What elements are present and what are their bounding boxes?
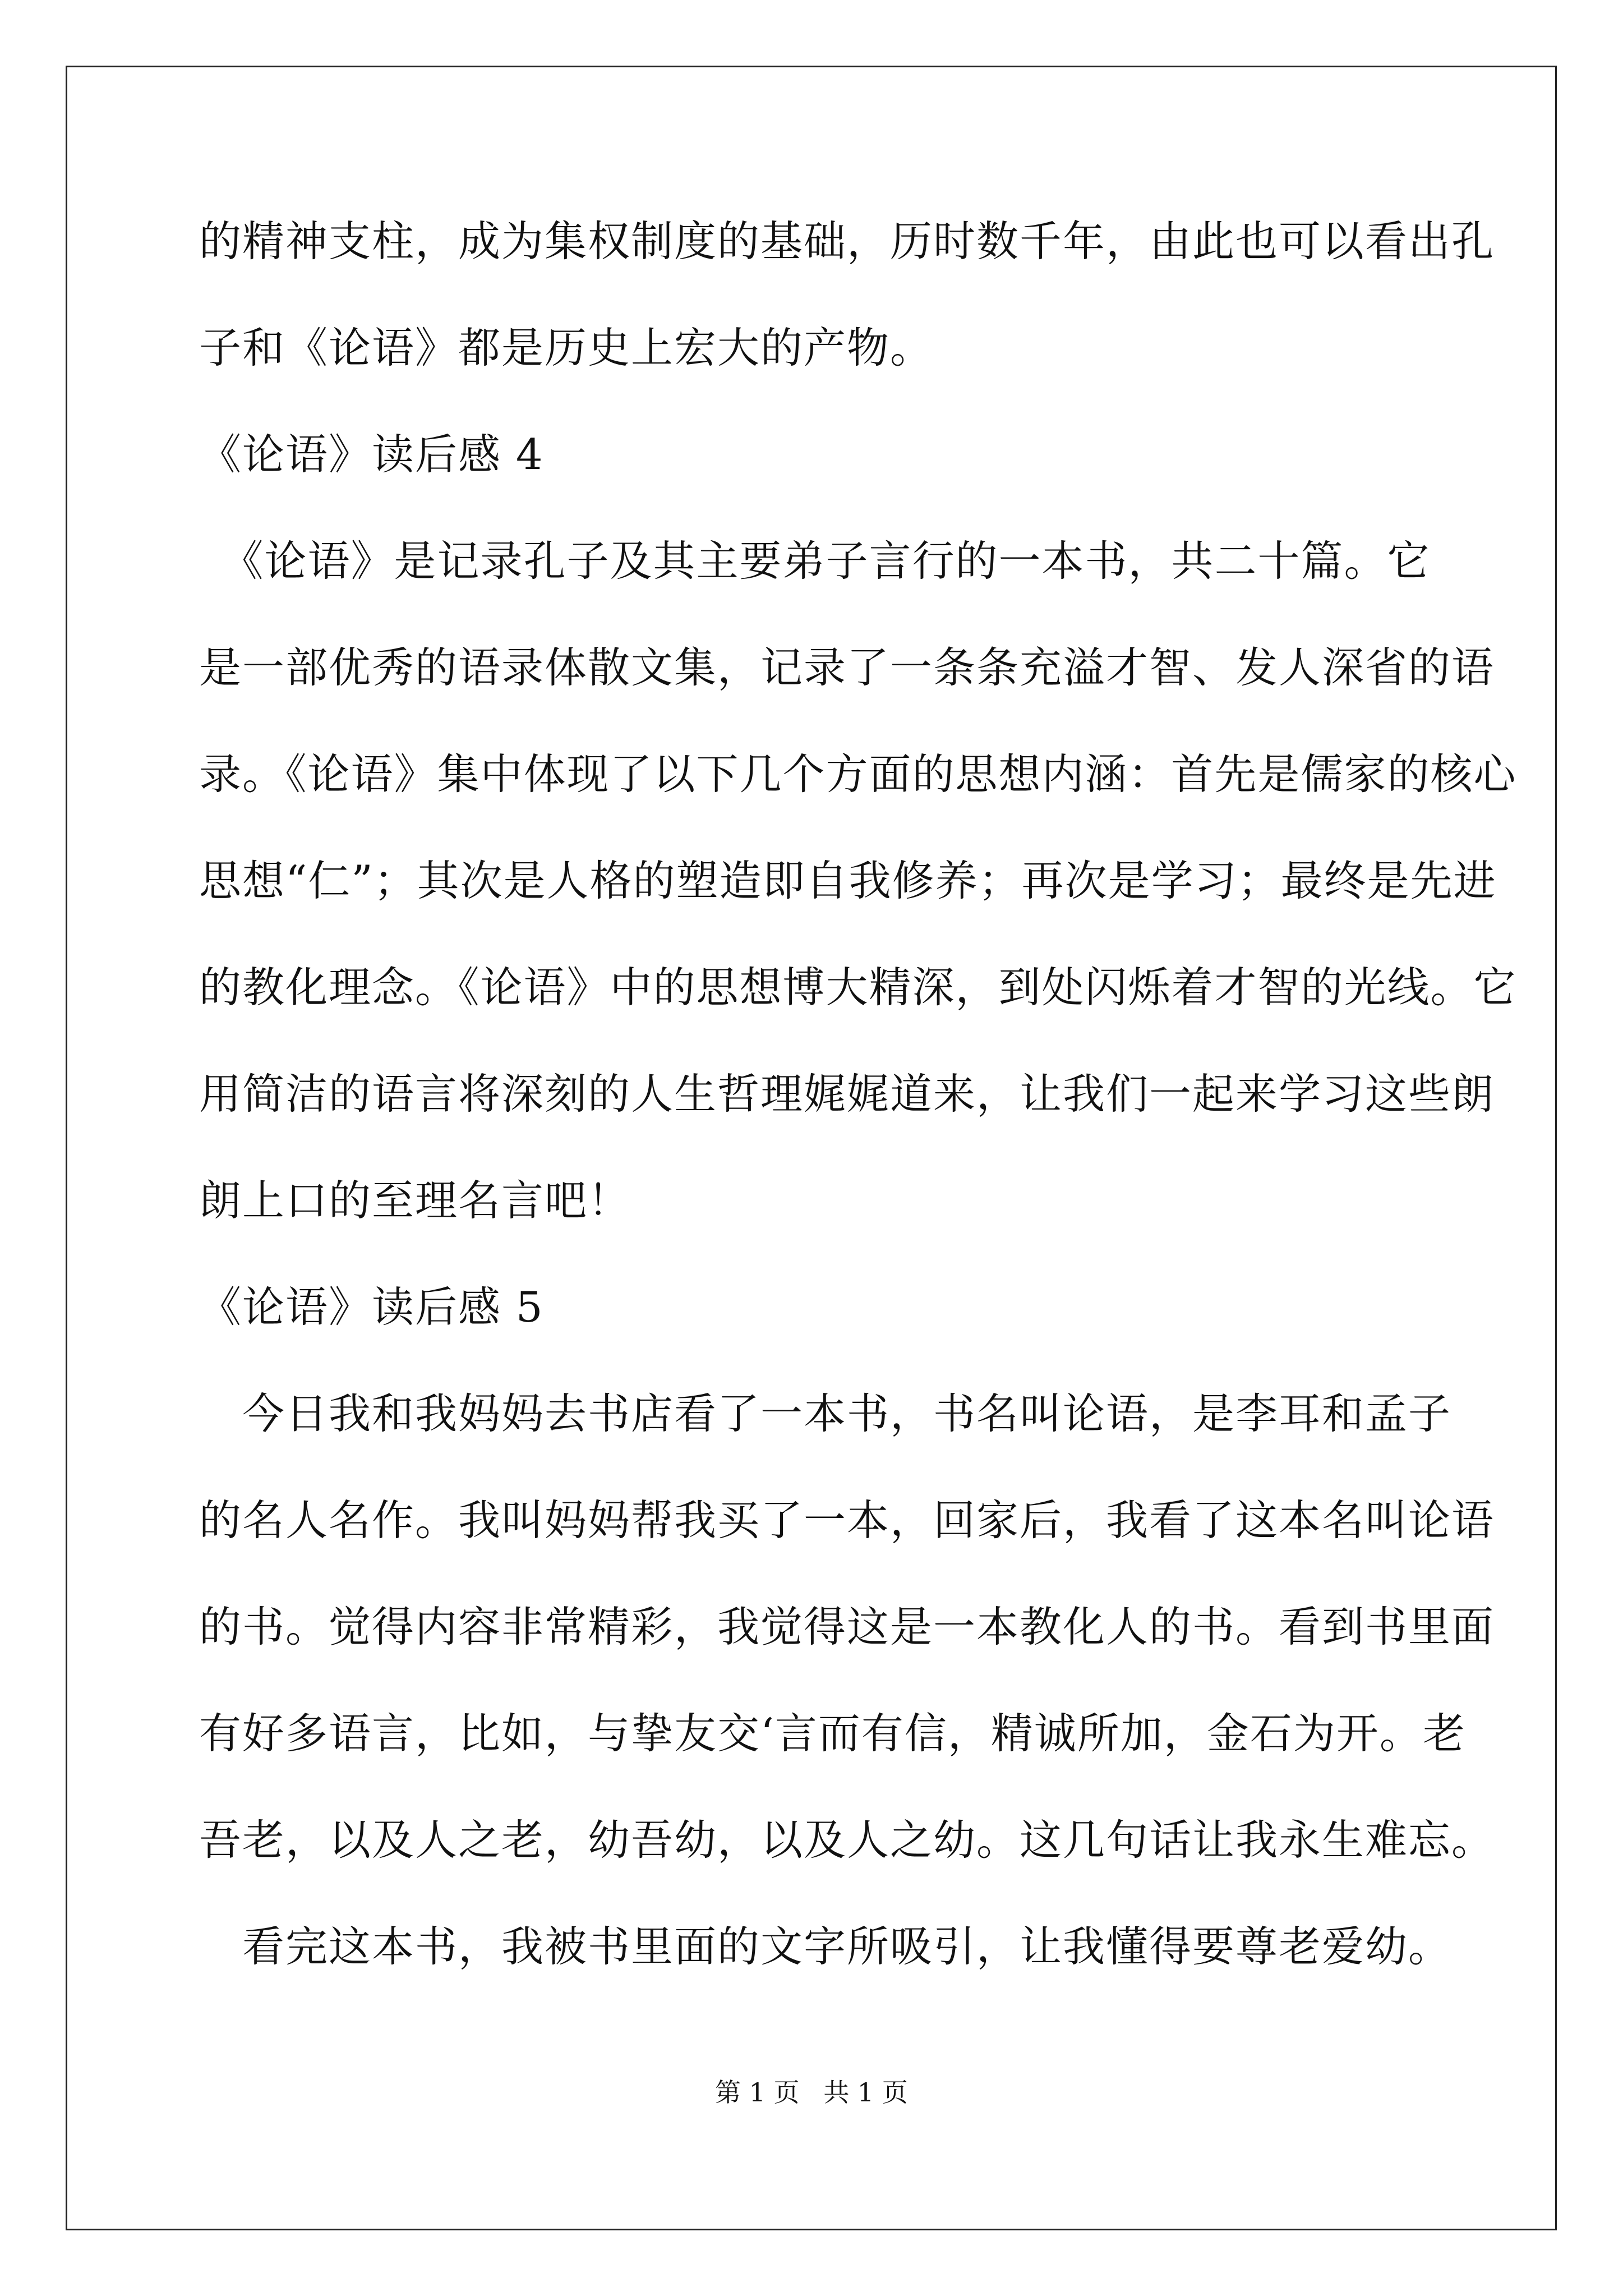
section-heading: 《论语》读后感 5 <box>199 1282 544 1332</box>
text-line: 子和《论语》都是历史上宏大的产物。 <box>199 323 934 372</box>
text-line: 的精神支柱，成为集权制度的基础，历时数千年，由此也可以看出孔 <box>199 217 1495 266</box>
section-heading: 《论语》读后感 4 <box>199 430 544 479</box>
page-number: 第 1 页 <box>715 2077 800 2108</box>
text-line: 思想“仁”；其次是人格的塑造即自我修养；再次是学习；最终是先进 <box>199 856 1497 905</box>
text-line: 《论语》是记录孔子及其主要弟子言行的一本书，共二十篇。它 <box>199 536 1431 586</box>
page-border <box>66 66 1557 2230</box>
text-line: 用简洁的语言将深刻的人生哲理娓娓道来，让我们一起来学习这些朗 <box>199 1069 1495 1119</box>
text-line: 的书。觉得内容非常精彩，我觉得这是一本教化人的书。看到书里面 <box>199 1602 1495 1651</box>
text-line: 的名人名作。我叫妈妈帮我买了一本，回家后，我看了这本名叫论语 <box>199 1496 1495 1545</box>
text-line: 今日我和我妈妈去书店看了一本书，书名叫论语，是李耳和孟子 <box>199 1389 1452 1438</box>
page-total: 共 1 页 <box>823 2077 908 2108</box>
text-line: 看完这本书，我被书里面的文字所吸引，让我懂得要尊老爱幼。 <box>199 1922 1452 1971</box>
text-line: 有好多语言，比如，与挚友交‘言而有信，精诚所加，金石为开。老 <box>199 1709 1466 1758</box>
text-line: 是一部优秀的语录体散文集，记录了一条条充溢才智、发人深省的语 <box>199 643 1495 692</box>
page-footer <box>0 2076 1623 2109</box>
text-line: 吾老，以及人之老，幼吾幼，以及人之幼。这几句话让我永生难忘。 <box>199 1815 1495 1865</box>
text-line: 朗上口的至理名言吧！ <box>199 1176 631 1225</box>
text-line: 录。《论语》集中体现了以下几个方面的思想内涵：首先是儒家的核心 <box>199 749 1517 799</box>
text-line: 的教化理念。《论语》中的思想博大精深，到处闪烁着才智的光线。它 <box>199 963 1517 1012</box>
